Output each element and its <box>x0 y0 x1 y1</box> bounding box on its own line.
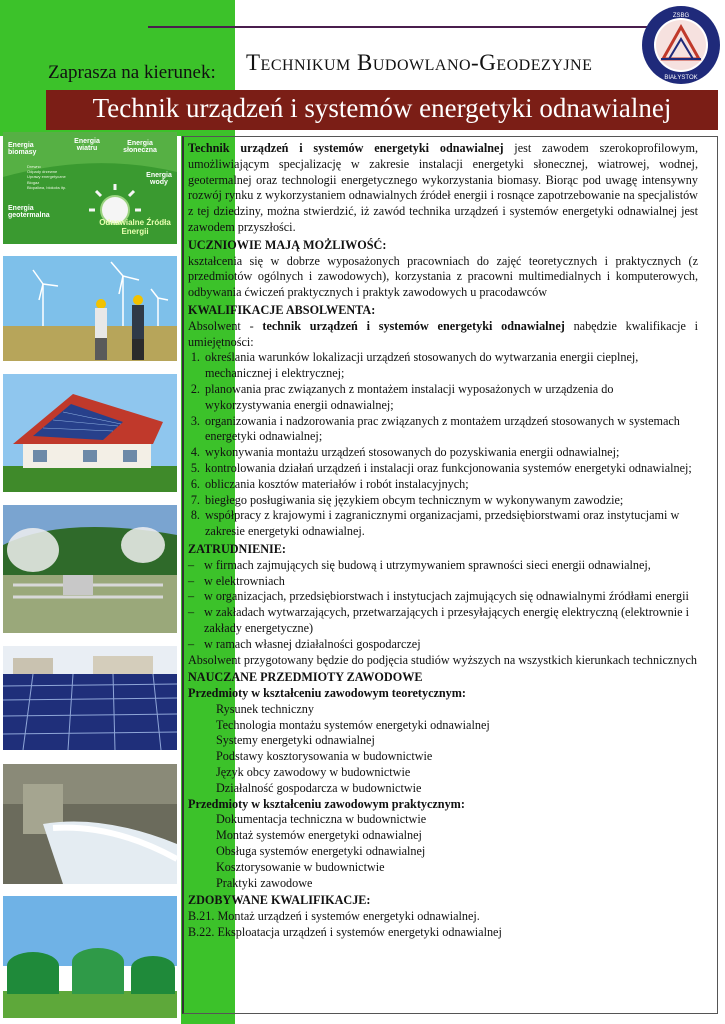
diagram-bullet: Biogaz <box>27 179 40 185</box>
qual-intro-bold: technik urządzeń i systemów energetyki odnawialnej <box>262 318 565 333</box>
wind-turbines-photo <box>3 256 177 361</box>
qual-intro-b: nabędzie kwalifikacje i umiejętności: <box>188 318 699 349</box>
list-item: Obsługa systemów energetyki odnawialnej <box>216 844 426 859</box>
list-item: Technologia montażu systemów energetyki odnawialnej <box>216 717 490 732</box>
diagram-label-wind: Energia wiatru <box>74 138 100 152</box>
students-text: kształcenia się w dobrze wyposażonych pracowniach do zajęć teoretycznych i praktycznych (z przedmiotów ogólnych i zawodowych), korzystania z pracowni multimedialnych i komputerowych, odbywania ćwiczeń praktycznych i praktyk zawodowych u pracodawców <box>188 253 698 300</box>
certificates-heading: ZDOBYWANE KWALIFIKACJE: <box>188 893 371 908</box>
practice-subjects-heading: Przedmioty w kształceniu zawodowym praktycznym: <box>188 796 465 811</box>
list-item: Kosztorysowanie w budownictwie <box>216 859 385 874</box>
diagram-bullet: Drewno <box>27 164 41 169</box>
list-item: – w ramach własnej działalności gospodarczej <box>204 637 698 653</box>
diagram-bullet: Uprawy energetyczne <box>27 174 66 180</box>
practice-subjects-list <box>188 812 698 891</box>
hydro-plant-photo <box>3 764 177 884</box>
employment-heading: ZATRUDNIENIE: <box>188 541 286 556</box>
subjects-heading: NAUCZANE PRZEDMIOTY ZAWODOWE <box>188 670 423 685</box>
solar-house-photo <box>3 374 177 492</box>
list-item: – w firmach zajmujących się budową i utrzymywaniem sprawności sieci energii odnawialnej, <box>204 558 698 574</box>
main-content <box>188 141 698 941</box>
list-item: Rysunek techniczny <box>216 701 314 716</box>
diagram-center-label: Odnawialne Źródła Energii <box>99 218 171 236</box>
title-banner <box>46 90 718 130</box>
theory-subjects-heading: Przedmioty w kształceniu zawodowym teoretycznym: <box>188 686 466 701</box>
svg-text:BIAŁYSTOK: BIAŁYSTOK <box>664 75 698 81</box>
intro-bold: Technik urządzeń i systemów energetyki odnawialnej <box>188 141 504 155</box>
list-item: 7. biegłego posługiwania się językiem obcym technicznym w wykonywanym zawodzie; <box>203 493 698 509</box>
list-item: – w elektrowniach <box>204 574 698 590</box>
employment-note: Absolwent przygotowany będzie do podjęcia studiów wyższych na wszystkich kierunkach technicznych <box>188 652 698 667</box>
list-item: Podstawy kosztorysowania w budownictwie <box>216 749 433 764</box>
list-item: 3. organizowania i nadzorowania prac związanych z montażem urządzeń stosowanych w systemach energetyki odnawialnej; <box>203 414 698 446</box>
list-item: 1. określania warunków lokalizacji urządzeń stosowanych do wytwarzania energii cieplnej, mechanicznej i elektrycznej; <box>203 350 698 382</box>
employment-list <box>188 558 698 653</box>
page-title: Technik urządzeń i systemów energetyki odnawialnej <box>92 93 672 123</box>
school-name-text: Technikum Budowlano-Geodezyjne <box>246 50 593 75</box>
diagram-label-geothermal: Energia geotermalna <box>8 205 50 219</box>
invite-text: Zaprasza na kierunek: <box>48 62 216 83</box>
certificate-item: B.22. Eksploatacja urządzeń i systemów energetyki odnawialnej <box>188 925 502 940</box>
svg-text:ZSBG: ZSBG <box>672 13 690 19</box>
list-item: Dokumentacja techniczna w budownictwie <box>216 812 427 827</box>
diagram-bullet: Biopaliwa, biokoks itp. <box>27 184 67 190</box>
list-item: 5. kontrolowania działań urządzeń i instalacji oraz funkcjonowania systemów energetyki odnawialnej; <box>203 461 698 477</box>
diagram-label-biomass: Energia biomasy <box>8 142 37 156</box>
qual-intro-a: Absolwent - <box>188 318 263 333</box>
qualifications-heading: KWALIFIKACJE ABSOLWENTA: <box>188 302 376 317</box>
qualifications-list <box>188 350 698 540</box>
list-item: 8. współpracy z krajowymi i zagranicznymi organizacjami, przedsiębiorstwami oraz instytucjami w zakresie energetyki odnawialnej. <box>203 508 698 540</box>
diagram-bullet: Odpady drzewne <box>27 169 58 175</box>
intro-text: jest zawodem szerokoprofilowym, umożliwiającym specjalizację w zakresie instalacji energetyki słonecznej, wiatrowej, wodnej, geotermalnej oraz technologii energetycznego wykorzystania biomasy. Biorąc pod uwagę intensywny rozwój rynku z wykorzystaniem odnawialnych źródeł energii i rosnące zapotrzebowanie na specjalistów z tej dziedziny, można stwierdzić, iż zawód technika urządzeń i systemów energetyki odnawialnej jest zawodem przyszłości. <box>188 141 698 234</box>
school-logo <box>641 5 721 85</box>
list-item: 2. planowania prac związanych z montażem instalacji wyposażonych w urządzenia do wykorzystywania energii odnawialnej; <box>203 382 698 414</box>
theory-subjects-list <box>188 702 698 797</box>
diagram-label-water: Energia wody <box>146 172 172 186</box>
diagram-bullet-list <box>27 164 66 190</box>
list-item: – w zakładach wytwarzających, przetwarzających i przesyłających energię elektryczną (elektrownie i zakłady energetyczne) <box>204 605 698 637</box>
list-item: Język obcy zawodowy w budownictwie <box>216 765 411 780</box>
qualifications-intro <box>188 319 698 351</box>
list-item: Praktyki zawodowe <box>216 875 313 890</box>
list-item: 6. obliczania kosztów materiałów i robót instalacyjnych; <box>203 477 698 493</box>
diagram-label-solar: Energia słoneczna <box>123 140 157 154</box>
list-item: Systemy energetyki odnawialnej <box>216 733 375 748</box>
intro-paragraph <box>188 141 698 236</box>
biogas-plant-photo <box>3 896 177 1018</box>
top-rule <box>148 26 648 28</box>
energy-sources-diagram <box>3 132 177 244</box>
list-item: Działalność gospodarcza w budownictwie <box>216 780 422 795</box>
students-heading: UCZNIOWIE MAJĄ MOŻLIWOŚĆ: <box>188 237 387 252</box>
certificate-item: B.21. Montaż urządzeń i systemów energetyki odnawialnej. <box>188 909 480 924</box>
list-item: 4. wykonywania montażu urządzeń stosowanych do pozyskiwania energii odnawialnej; <box>203 445 698 461</box>
list-item: – w organizacjach, przedsiębiorstwach i instytucjach zajmujących się odnawialnymi źródłami energii <box>204 589 698 605</box>
school-name <box>246 50 592 76</box>
solar-farm-photo <box>3 646 177 750</box>
geothermal-plant-photo <box>3 505 177 633</box>
list-item: Montaż systemów energetyki odnawialnej <box>216 828 422 843</box>
